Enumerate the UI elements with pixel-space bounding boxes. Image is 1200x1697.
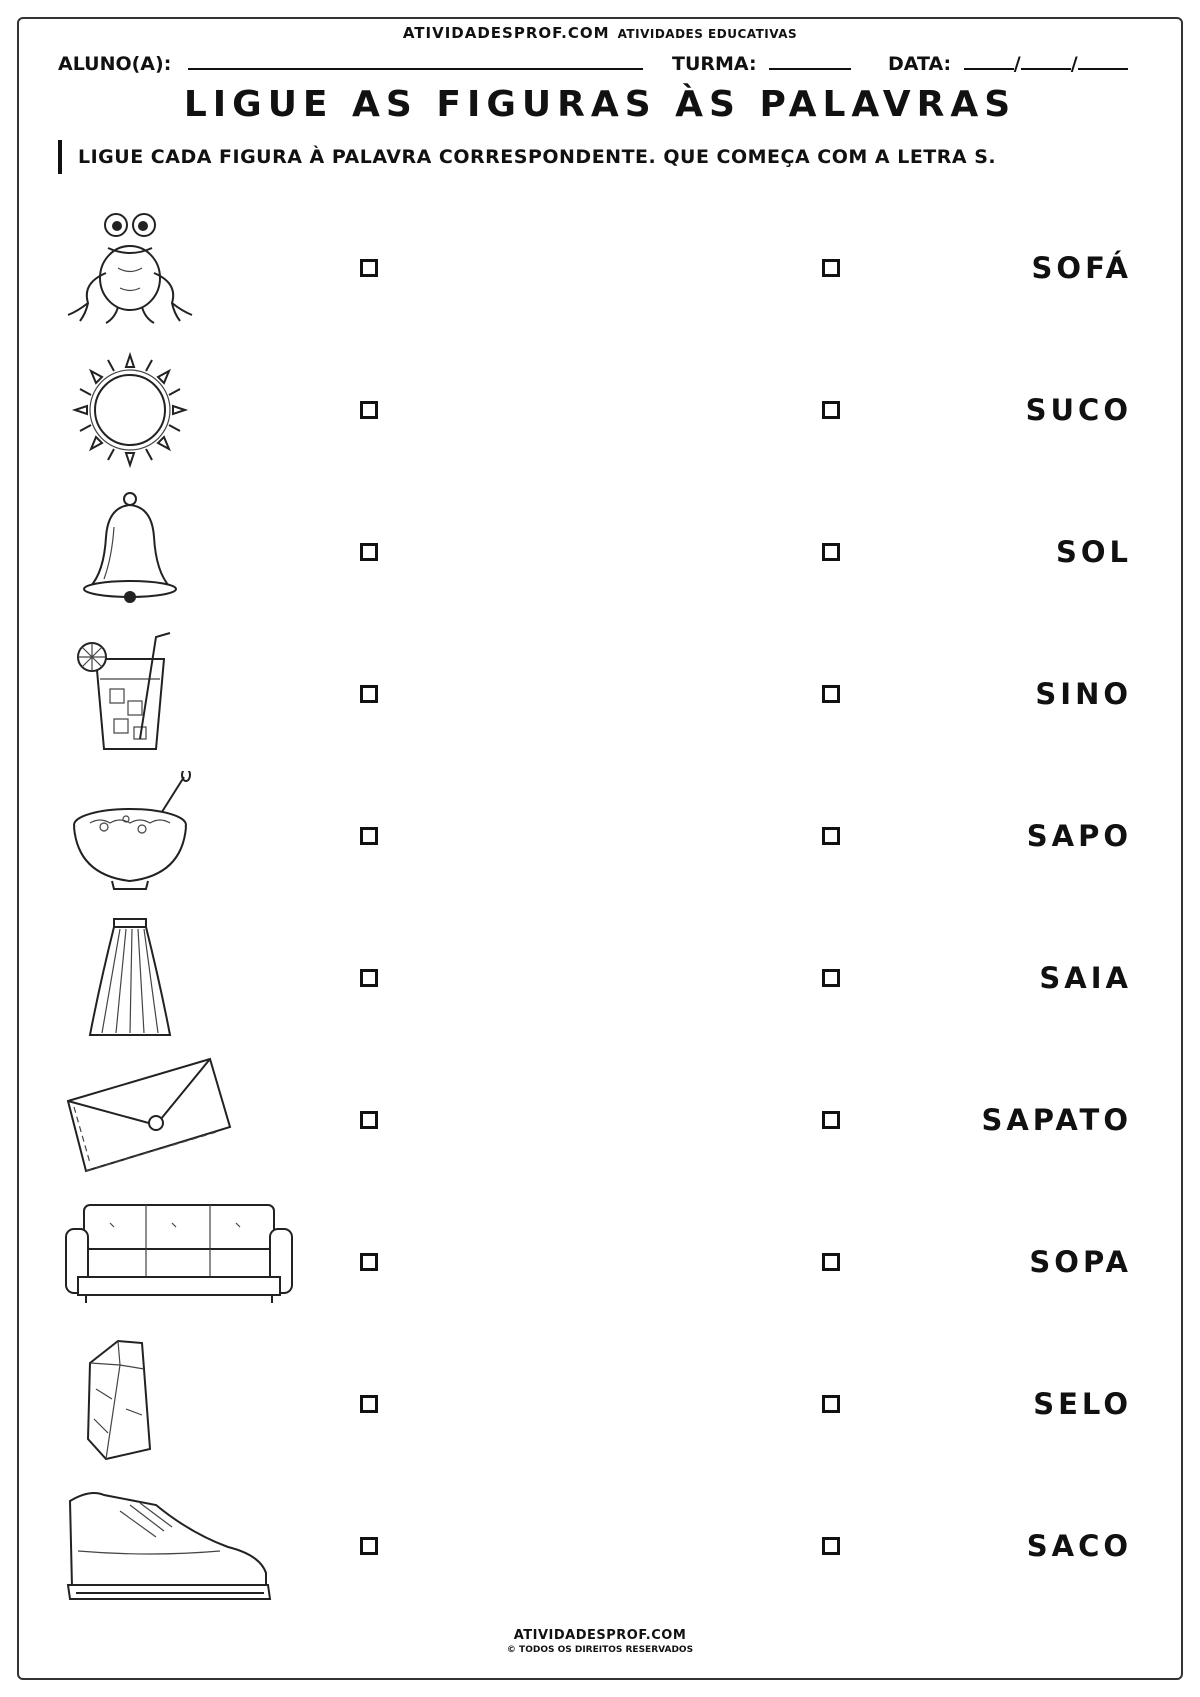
instruction-text: LIGUE CADA FIGURA À PALAVRA CORRESPONDENTE. QUE COMEÇA COM A LETRA S. <box>58 140 996 174</box>
envelope-picture <box>60 1055 320 1185</box>
left-checkbox[interactable] <box>360 685 378 703</box>
month-line[interactable] <box>1021 50 1071 70</box>
frog-picture <box>60 203 320 333</box>
date-slash-2: / <box>1070 53 1078 75</box>
right-checkbox[interactable] <box>822 685 840 703</box>
left-checkbox[interactable] <box>360 1253 378 1271</box>
bag-picture <box>60 1339 320 1469</box>
data-label: DATA: <box>888 53 952 75</box>
year-line[interactable] <box>1078 50 1128 70</box>
right-checkbox[interactable] <box>822 969 840 987</box>
match-row <box>0 1339 1200 1469</box>
right-checkbox[interactable] <box>822 1253 840 1271</box>
word-label: SELO <box>1033 1387 1132 1421</box>
date-slash-1: / <box>1013 53 1021 75</box>
aluno-field <box>58 50 643 75</box>
left-checkbox[interactable] <box>360 401 378 419</box>
site-header <box>0 24 1200 42</box>
site-name: ATIVIDADESPROF.COM <box>402 24 610 42</box>
word-label: SOPA <box>1029 1245 1132 1279</box>
day-line[interactable] <box>964 50 1014 70</box>
left-checkbox[interactable] <box>360 969 378 987</box>
left-checkbox[interactable] <box>360 1537 378 1555</box>
match-row <box>0 1197 1200 1327</box>
data-field <box>888 50 1128 75</box>
sofa-picture <box>60 1197 320 1327</box>
bell-picture <box>60 487 320 617</box>
right-checkbox[interactable] <box>822 1395 840 1413</box>
sun-picture <box>60 345 320 475</box>
match-row <box>0 1055 1200 1185</box>
left-checkbox[interactable] <box>360 827 378 845</box>
turma-label: TURMA: <box>672 53 757 75</box>
turma-field <box>672 50 851 75</box>
match-row <box>0 913 1200 1043</box>
left-checkbox[interactable] <box>360 1395 378 1413</box>
word-label: SAIA <box>1039 961 1132 995</box>
footer-site: ATIVIDADESPROF.COM <box>513 1628 687 1643</box>
word-label: SAPO <box>1026 819 1132 853</box>
aluno-label: ALUNO(A): <box>58 53 172 75</box>
word-label: SOFÁ <box>1031 251 1132 285</box>
shoe-picture <box>60 1481 320 1611</box>
word-label: SUCO <box>1025 393 1132 427</box>
soup-picture <box>60 771 320 901</box>
word-label: SOL <box>1055 535 1132 569</box>
word-label: SACO <box>1026 1529 1132 1563</box>
word-label: SAPATO <box>981 1103 1132 1137</box>
right-checkbox[interactable] <box>822 401 840 419</box>
right-checkbox[interactable] <box>822 1537 840 1555</box>
aluno-line[interactable] <box>188 50 643 70</box>
juice-picture <box>60 629 320 759</box>
site-tagline: ATIVIDADES EDUCATIVAS <box>617 27 798 41</box>
match-row <box>0 203 1200 333</box>
student-fields <box>58 50 1148 78</box>
page-footer <box>0 1628 1200 1655</box>
match-row <box>0 629 1200 759</box>
left-checkbox[interactable] <box>360 1111 378 1129</box>
right-checkbox[interactable] <box>822 543 840 561</box>
right-checkbox[interactable] <box>822 827 840 845</box>
match-row <box>0 487 1200 617</box>
left-checkbox[interactable] <box>360 259 378 277</box>
match-row <box>0 1481 1200 1611</box>
turma-line[interactable] <box>769 50 851 70</box>
page-title: LIGUE AS FIGURAS ÀS PALAVRAS <box>183 84 1017 125</box>
match-row <box>0 771 1200 901</box>
skirt-picture <box>60 913 320 1043</box>
word-label: SINO <box>1035 677 1132 711</box>
footer-copyright: © TODOS OS DIREITOS RESERVADOS <box>506 1645 694 1655</box>
right-checkbox[interactable] <box>822 259 840 277</box>
match-row <box>0 345 1200 475</box>
right-checkbox[interactable] <box>822 1111 840 1129</box>
left-checkbox[interactable] <box>360 543 378 561</box>
